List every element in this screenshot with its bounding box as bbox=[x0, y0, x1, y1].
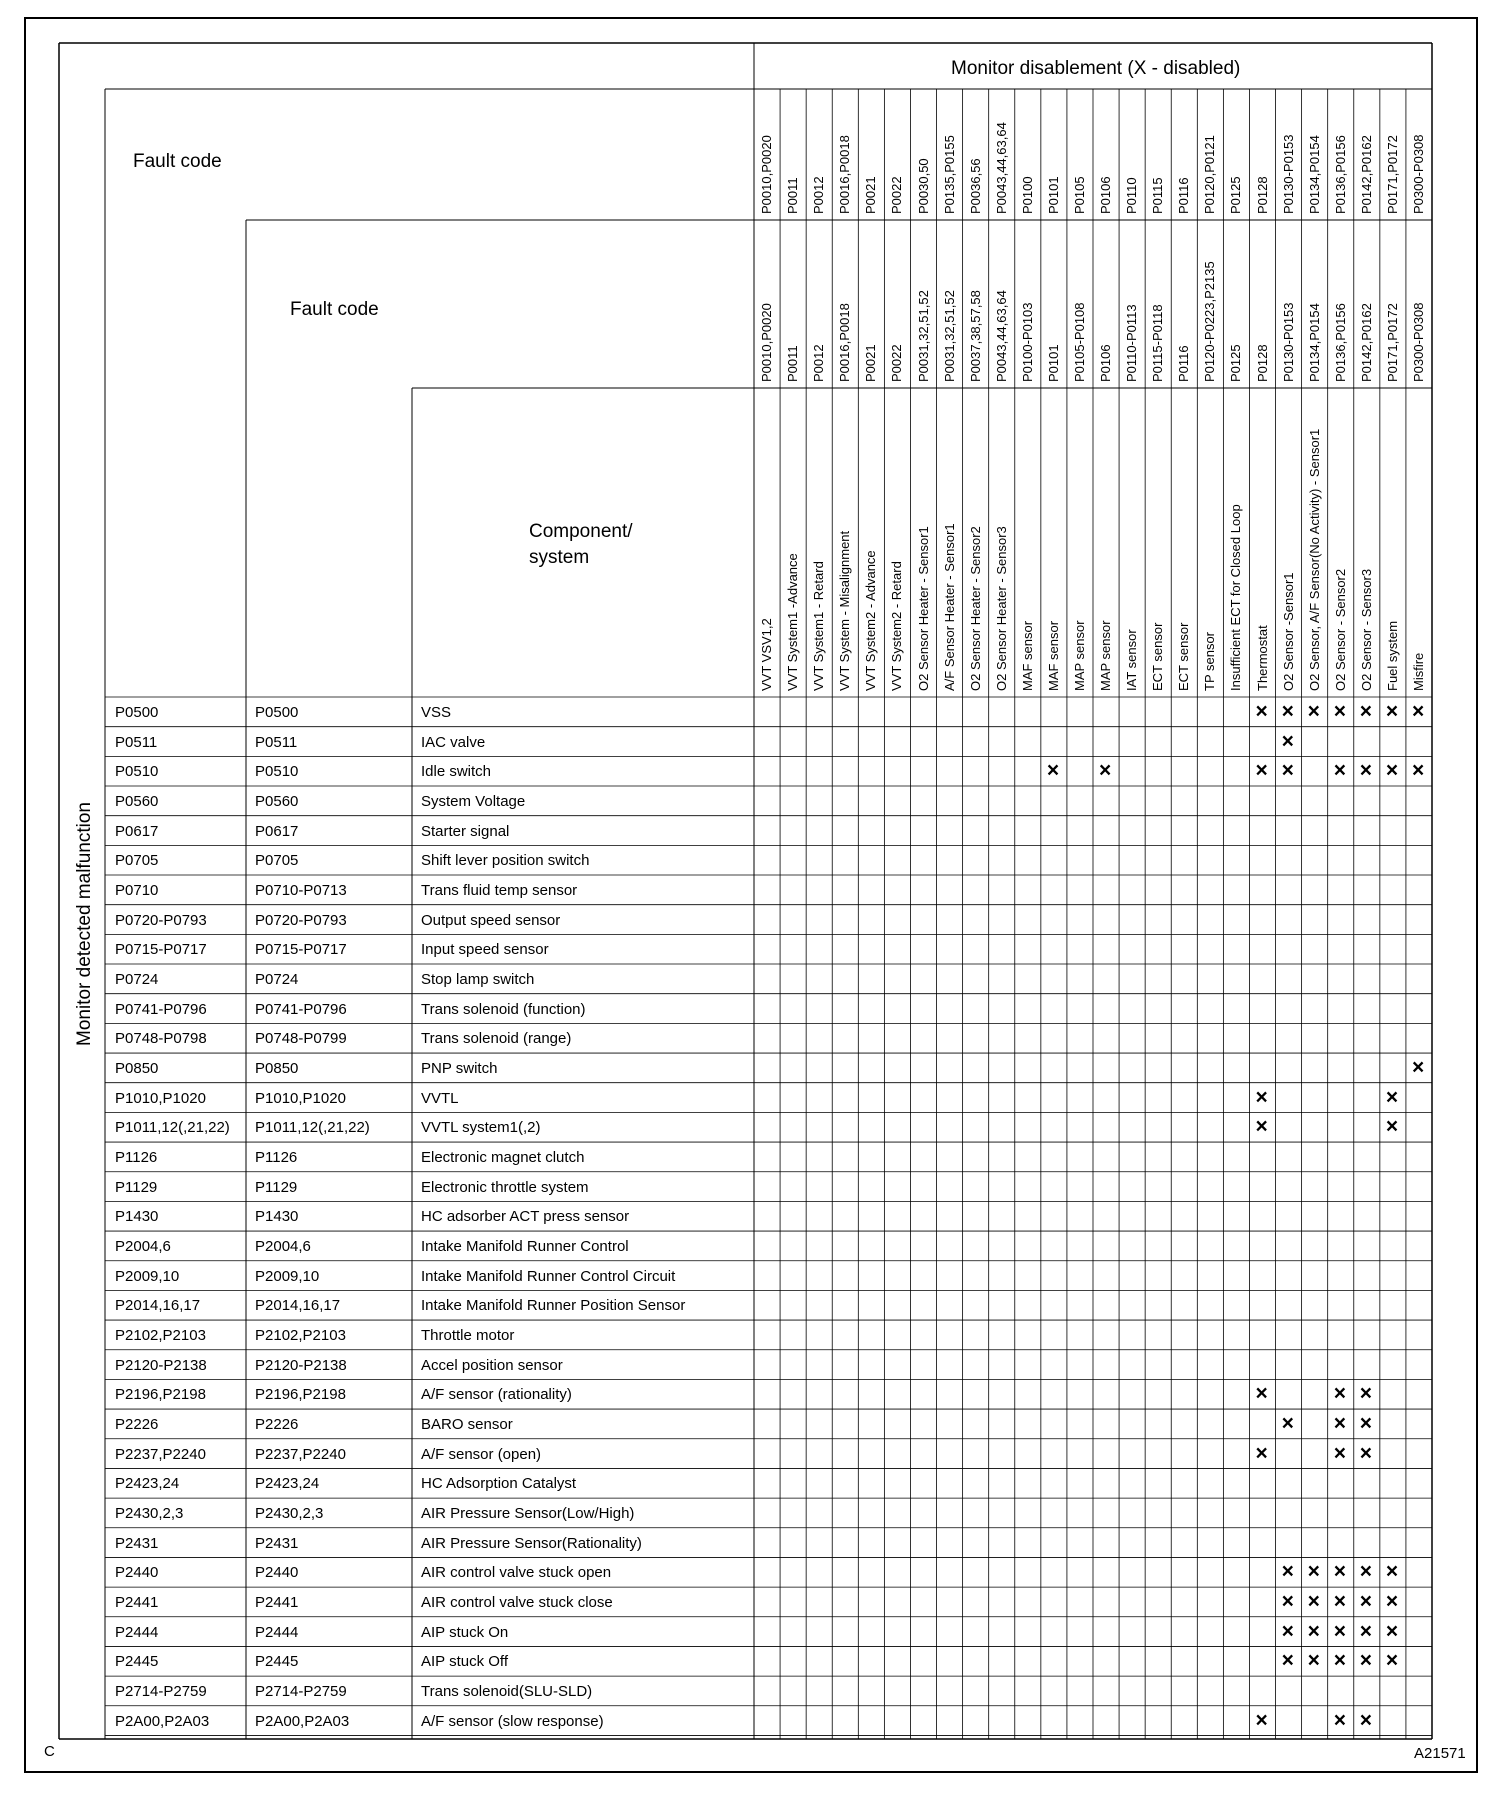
row-fault-code-2: P2102,P2103 bbox=[255, 1327, 346, 1345]
column-code-1: P0134,P0154 bbox=[1306, 135, 1322, 214]
column-code-2: P0115-P0118 bbox=[1150, 304, 1166, 382]
row-fault-code-1: P2423,24 bbox=[115, 1475, 180, 1493]
disabled-mark: × bbox=[1281, 1590, 1294, 1614]
column-code-1: P0120,P0121 bbox=[1202, 135, 1218, 214]
disabled-mark: × bbox=[1385, 1649, 1399, 1673]
column-code-1: P0300-P0308 bbox=[1410, 134, 1426, 214]
disabled-mark: × bbox=[1411, 700, 1425, 723]
row-fault-code-2: P2A00,P2A03 bbox=[255, 1712, 350, 1730]
row-fault-code-1: P0710 bbox=[115, 882, 159, 900]
row-component: A/F sensor (slow response) bbox=[421, 1712, 604, 1730]
row-fault-code-1: P2226 bbox=[115, 1416, 159, 1434]
monitor-disablement-title: Monitor disablement (X - disabled) bbox=[951, 58, 1241, 79]
column-code-1: P0130-P0153 bbox=[1280, 134, 1296, 214]
column-code-1: P0036,56 bbox=[967, 158, 983, 214]
row-fault-code-1: P2431 bbox=[115, 1534, 159, 1552]
column-code-2: P0110-P0113 bbox=[1124, 304, 1140, 382]
column-component: O2 Sensor -Sensor1 bbox=[1280, 572, 1296, 691]
column-component: Insufficient ECT for Closed Loop bbox=[1228, 504, 1244, 691]
row-fault-code-1: P2714-P2759 bbox=[115, 1683, 207, 1701]
column-component: Fuel system bbox=[1384, 620, 1400, 691]
row-component: Intake Manifold Runner Control Circuit bbox=[421, 1267, 676, 1285]
column-code-2: P0011 bbox=[785, 345, 801, 382]
column-code-1: P0142,P0162 bbox=[1358, 135, 1374, 214]
column-code-1: P0012 bbox=[811, 176, 827, 214]
row-fault-code-1: P1129 bbox=[115, 1178, 158, 1196]
row-component: AIP stuck Off bbox=[421, 1653, 508, 1671]
column-code-1: P0100 bbox=[1019, 176, 1035, 214]
disabled-mark: × bbox=[1281, 1560, 1294, 1584]
row-component: Intake Manifold Runner Position Sensor bbox=[421, 1297, 686, 1315]
row-component: Starter signal bbox=[421, 822, 510, 840]
column-component: MAF sensor bbox=[1045, 620, 1061, 691]
disabled-mark: × bbox=[1411, 1056, 1425, 1080]
disabled-mark: × bbox=[1359, 1649, 1373, 1673]
column-component: TP sensor bbox=[1202, 631, 1218, 691]
row-fault-code-2: P2196,P2198 bbox=[255, 1386, 346, 1404]
row-component: Intake Manifold Runner Control bbox=[421, 1238, 629, 1256]
column-code-1: P0128 bbox=[1254, 176, 1270, 214]
disabled-mark: × bbox=[1385, 1115, 1399, 1139]
row-fault-code-1: P1126 bbox=[115, 1149, 158, 1167]
row-component: AIR control valve stuck close bbox=[421, 1594, 613, 1612]
row-fault-code-1: P0724 bbox=[115, 971, 159, 989]
row-component: Electronic magnet clutch bbox=[421, 1149, 585, 1167]
corner-left-label: C bbox=[44, 1743, 55, 1760]
row-fault-code-1: P1010,P1020 bbox=[115, 1089, 206, 1107]
row-fault-code-2: P2004,6 bbox=[255, 1238, 311, 1256]
row-fault-code-1: P2444 bbox=[115, 1623, 159, 1641]
column-code-1: P0022 bbox=[889, 176, 905, 214]
disabled-mark: × bbox=[1046, 759, 1060, 783]
column-code-2: P0300-P0308 bbox=[1410, 302, 1426, 382]
column-code-2: P0031,32,51,52 bbox=[915, 290, 931, 382]
column-code-1: P0016,P0018 bbox=[837, 135, 853, 214]
column-code-1: P0043,44,63,64 bbox=[993, 122, 1009, 214]
disabled-mark: × bbox=[1255, 700, 1268, 723]
column-code-2: P0021 bbox=[863, 344, 879, 382]
row-component: A/F sensor (open) bbox=[421, 1445, 542, 1463]
row-fault-code-2: P2714-P2759 bbox=[255, 1683, 347, 1701]
disabled-mark: × bbox=[1281, 1649, 1294, 1673]
row-component: PNP switch bbox=[421, 1060, 498, 1078]
disabled-mark: × bbox=[1333, 1590, 1346, 1614]
row-component: Stop lamp switch bbox=[421, 971, 535, 989]
row-component: Output speed sensor bbox=[421, 911, 561, 929]
column-code-1: P0010,P0020 bbox=[759, 135, 775, 214]
disabled-mark: × bbox=[1333, 1382, 1346, 1406]
disabled-mark: × bbox=[1333, 1441, 1346, 1465]
row-fault-code-2: P0500 bbox=[255, 704, 299, 721]
row-fault-code-2: P1126 bbox=[255, 1149, 298, 1167]
column-code-2: P0010,P0020 bbox=[759, 303, 775, 382]
row-fault-code-2: P0705 bbox=[255, 852, 299, 870]
column-code-2: P0120-P0223,P2135 bbox=[1202, 261, 1218, 382]
row-component: Idle switch bbox=[421, 763, 492, 781]
disabled-mark: × bbox=[1385, 1619, 1399, 1643]
row-fault-code-1: P2441 bbox=[115, 1594, 159, 1612]
row-component: Trans solenoid (range) bbox=[421, 1030, 572, 1048]
disabled-mark: × bbox=[1359, 700, 1373, 723]
row-component: Accel position sensor bbox=[421, 1356, 563, 1374]
disabled-mark: × bbox=[1359, 1382, 1373, 1406]
column-component: VVT System2 - Retard bbox=[889, 561, 905, 691]
column-component: O2 Sensor - Sensor2 bbox=[1332, 568, 1348, 691]
column-component: VVT System1 -Advance bbox=[785, 553, 801, 691]
row-fault-code-2: P2430,2,3 bbox=[255, 1505, 324, 1523]
column-component: VVT System - Misalignment bbox=[837, 530, 853, 691]
disabled-mark: × bbox=[1281, 700, 1294, 723]
disabled-mark: × bbox=[1307, 1619, 1320, 1643]
row-fault-code-1: P2014,16,17 bbox=[115, 1297, 201, 1315]
row-fault-code-1: P0748-P0798 bbox=[115, 1030, 207, 1048]
row-fault-code-1: P2120-P2138 bbox=[115, 1356, 207, 1374]
disabled-mark: × bbox=[1281, 1412, 1294, 1436]
row-fault-code-2: P0720-P0793 bbox=[255, 911, 347, 929]
row-fault-code-2: P2009,10 bbox=[255, 1267, 320, 1285]
row-fault-code-2: P2423,24 bbox=[255, 1475, 320, 1493]
row-fault-code-2: P0511 bbox=[255, 733, 298, 751]
row-component: AIR Pressure Sensor(Rationality) bbox=[421, 1534, 642, 1552]
disabled-mark: × bbox=[1333, 700, 1346, 723]
row-component: Electronic throttle system bbox=[421, 1178, 589, 1196]
row-fault-code-1: P2004,6 bbox=[115, 1238, 171, 1256]
row-component: Shift lever position switch bbox=[421, 852, 590, 870]
row-fault-code-1: P0510 bbox=[115, 763, 159, 781]
disabled-mark: × bbox=[1307, 1590, 1320, 1614]
row-component: AIR control valve stuck open bbox=[421, 1564, 612, 1582]
column-code-1: P0106 bbox=[1098, 176, 1114, 214]
row-component: HC adsorber ACT press sensor bbox=[421, 1208, 630, 1226]
column-code-2: P0012 bbox=[811, 344, 827, 382]
row-fault-code-1: P0720-P0793 bbox=[115, 911, 207, 929]
column-component: ECT sensor bbox=[1150, 622, 1166, 691]
column-code-1: P0135,P0155 bbox=[941, 135, 957, 214]
disabled-mark: × bbox=[1099, 759, 1112, 783]
row-fault-code-1: P0511 bbox=[115, 733, 158, 751]
figure-id-label: A21571 bbox=[1414, 1745, 1466, 1762]
row-fault-code-1: P0715-P0717 bbox=[115, 941, 207, 959]
disabled-mark: × bbox=[1359, 1619, 1373, 1643]
column-component: O2 Sensor Heater - Sensor2 bbox=[967, 526, 983, 691]
disabled-mark: × bbox=[1255, 1115, 1268, 1139]
column-component: O2 Sensor Heater - Sensor1 bbox=[915, 526, 931, 691]
column-code-2: P0101 bbox=[1045, 344, 1061, 382]
row-fault-code-2: P2014,16,17 bbox=[255, 1297, 341, 1315]
disabled-mark: × bbox=[1307, 700, 1320, 723]
row-fault-code-2: P1010,P1020 bbox=[255, 1089, 346, 1107]
column-component: O2 Sensor, A/F Sensor(No Activity) - Sensor1 bbox=[1306, 428, 1322, 691]
disabled-mark: × bbox=[1333, 1649, 1346, 1673]
row-fault-code-2: P1430 bbox=[255, 1208, 299, 1226]
row-fault-code-1: P2445 bbox=[115, 1653, 159, 1671]
column-component: VVT System1 - Retard bbox=[811, 561, 827, 691]
row-fault-code-1: P0705 bbox=[115, 852, 159, 870]
row-fault-code-2: P0715-P0717 bbox=[255, 941, 347, 959]
row-component: Throttle motor bbox=[421, 1327, 515, 1345]
row-component: Trans solenoid(SLU-SLD) bbox=[421, 1683, 593, 1701]
disabled-mark: × bbox=[1359, 1412, 1373, 1436]
row-fault-code-1: P0560 bbox=[115, 793, 159, 810]
disabled-mark: × bbox=[1255, 1708, 1268, 1732]
column-code-2: P0134,P0154 bbox=[1306, 303, 1322, 382]
row-component: AIP stuck On bbox=[421, 1623, 509, 1641]
row-fault-code-2: P0850 bbox=[255, 1060, 299, 1078]
row-fault-code-1: P0617 bbox=[115, 822, 159, 840]
column-code-2: P0142,P0162 bbox=[1358, 303, 1374, 382]
row-fault-code-2: P2445 bbox=[255, 1653, 299, 1671]
row-fault-code-1: P2196,P2198 bbox=[115, 1386, 206, 1404]
disabled-mark: × bbox=[1255, 1441, 1268, 1465]
column-component: IAT sensor bbox=[1124, 629, 1140, 691]
disabled-mark: × bbox=[1385, 700, 1399, 723]
row-fault-code-1: P0500 bbox=[115, 704, 159, 721]
row-fault-code-2: P0741-P0796 bbox=[255, 1000, 347, 1018]
column-code-1: P0101 bbox=[1045, 176, 1061, 214]
column-component: Thermostat bbox=[1254, 625, 1270, 691]
column-component: ECT sensor bbox=[1176, 622, 1192, 691]
row-fault-code-2: P0748-P0799 bbox=[255, 1030, 347, 1048]
row-component: VVTL system1(,2) bbox=[421, 1119, 541, 1137]
column-code-2: P0171,P0172 bbox=[1384, 303, 1400, 382]
row-fault-code-2: P0724 bbox=[255, 971, 299, 989]
row-fault-code-1: P2102,P2103 bbox=[115, 1327, 206, 1345]
disabled-mark: × bbox=[1359, 1560, 1373, 1584]
row-component: IAC valve bbox=[421, 733, 486, 751]
column-code-1: P0105 bbox=[1071, 176, 1087, 214]
component-label-line1: Component/ bbox=[529, 521, 633, 542]
column-code-1: P0011 bbox=[785, 177, 801, 214]
column-code-1: P0110 bbox=[1124, 177, 1140, 214]
row-fault-code-2: P2226 bbox=[255, 1416, 299, 1434]
column-code-2: P0128 bbox=[1254, 344, 1270, 382]
row-fault-code-1: P1011,12(,21,22) bbox=[115, 1119, 230, 1137]
row-fault-code-2: P1129 bbox=[255, 1178, 298, 1196]
row-fault-code-1: P2237,P2240 bbox=[115, 1445, 206, 1463]
column-code-2: P0125 bbox=[1228, 344, 1244, 382]
monitor-detected-malfunction-label: Monitor detected malfunction bbox=[74, 802, 95, 1046]
row-fault-code-2: P2431 bbox=[255, 1534, 299, 1552]
row-component: A/F sensor (rationality) bbox=[421, 1386, 572, 1404]
disabled-mark: × bbox=[1307, 1649, 1320, 1673]
fault-code-mid-label: Fault code bbox=[290, 299, 379, 320]
column-code-1: P0030,50 bbox=[915, 158, 931, 214]
disabled-mark: × bbox=[1411, 759, 1425, 783]
row-fault-code-2: P1011,12(,21,22) bbox=[255, 1119, 370, 1137]
column-code-1: P0125 bbox=[1228, 176, 1244, 214]
disabled-mark: × bbox=[1359, 759, 1373, 783]
row-component: System Voltage bbox=[421, 793, 526, 810]
row-fault-code-1: P0850 bbox=[115, 1060, 159, 1078]
row-fault-code-2: P2444 bbox=[255, 1623, 299, 1641]
column-component: VVT System2 - Advance bbox=[863, 550, 879, 691]
disabled-mark: × bbox=[1307, 1560, 1320, 1584]
disabled-mark: × bbox=[1385, 759, 1399, 783]
column-code-1: P0116 bbox=[1176, 177, 1192, 214]
disabled-mark: × bbox=[1385, 1590, 1399, 1614]
disabled-mark: × bbox=[1255, 1382, 1268, 1406]
column-component: A/F Sensor Heater - Sensor1 bbox=[941, 523, 957, 691]
column-component: VVT VSV1,2 bbox=[759, 618, 775, 691]
row-component: Trans fluid temp sensor bbox=[421, 882, 578, 900]
column-component: MAP sensor bbox=[1098, 620, 1114, 691]
row-fault-code-1: P0741-P0796 bbox=[115, 1000, 207, 1018]
row-component: AIR Pressure Sensor(Low/High) bbox=[421, 1505, 635, 1523]
column-code-1: P0115 bbox=[1150, 177, 1166, 214]
row-fault-code-2: P2440 bbox=[255, 1564, 299, 1582]
row-fault-code-1: P1430 bbox=[115, 1208, 159, 1226]
row-component: VSS bbox=[421, 704, 452, 721]
column-code-2: P0105-P0108 bbox=[1071, 302, 1087, 382]
column-code-1: P0021 bbox=[863, 176, 879, 214]
disabled-mark: × bbox=[1385, 1085, 1399, 1109]
disabled-mark: × bbox=[1255, 1085, 1268, 1109]
disabled-mark: × bbox=[1333, 1708, 1346, 1732]
row-fault-code-1: P2A00,P2A03 bbox=[115, 1712, 210, 1730]
disabled-mark: × bbox=[1359, 1590, 1373, 1614]
row-component: Trans solenoid (function) bbox=[421, 1000, 586, 1018]
row-fault-code-2: P0617 bbox=[255, 822, 299, 840]
column-component: O2 Sensor Heater - Sensor3 bbox=[993, 526, 1009, 691]
fault-code-top-label: Fault code bbox=[133, 151, 222, 172]
row-fault-code-1: P2430,2,3 bbox=[115, 1505, 184, 1523]
row-component: VVTL bbox=[421, 1089, 459, 1107]
row-fault-code-2: P0510 bbox=[255, 763, 299, 781]
disabled-mark: × bbox=[1385, 1560, 1399, 1584]
column-code-2: P0100-P0103 bbox=[1019, 302, 1035, 382]
disabled-mark: × bbox=[1333, 1412, 1346, 1436]
column-code-1: P0136,P0156 bbox=[1332, 135, 1348, 214]
column-code-2: P0031,32,51,52 bbox=[941, 290, 957, 382]
disabled-mark: × bbox=[1255, 759, 1268, 783]
row-component: HC Adsorption Catalyst bbox=[421, 1475, 577, 1493]
row-fault-code-1: P2440 bbox=[115, 1564, 159, 1582]
disabled-mark: × bbox=[1333, 1619, 1346, 1643]
row-fault-code-2: P0710-P0713 bbox=[255, 882, 347, 900]
column-component: Misfire bbox=[1410, 652, 1426, 691]
disabled-mark: × bbox=[1281, 1619, 1294, 1643]
column-component: MAP sensor bbox=[1071, 620, 1087, 691]
column-code-2: P0016,P0018 bbox=[837, 303, 853, 382]
disabled-mark: × bbox=[1333, 1560, 1346, 1584]
disabled-mark: × bbox=[1281, 729, 1294, 753]
column-code-2: P0106 bbox=[1098, 344, 1114, 382]
component-label-line2: system bbox=[529, 547, 590, 568]
row-component: Input speed sensor bbox=[421, 941, 549, 959]
column-component: O2 Sensor - Sensor3 bbox=[1358, 568, 1374, 691]
column-code-2: P0037,38,57,58 bbox=[967, 290, 983, 382]
disabled-mark: × bbox=[1359, 1441, 1373, 1465]
row-component: BARO sensor bbox=[421, 1416, 513, 1434]
column-code-1: P0171,P0172 bbox=[1384, 135, 1400, 214]
column-code-2: P0043,44,63,64 bbox=[993, 290, 1009, 382]
column-code-2: P0116 bbox=[1176, 345, 1192, 382]
column-code-2: P0136,P0156 bbox=[1332, 303, 1348, 382]
row-fault-code-2: P0560 bbox=[255, 793, 299, 810]
row-fault-code-1: P2009,10 bbox=[115, 1267, 180, 1285]
column-code-2: P0130-P0153 bbox=[1280, 302, 1296, 382]
column-code-2: P0022 bbox=[889, 344, 905, 382]
row-fault-code-2: P2441 bbox=[255, 1594, 299, 1612]
disabled-mark: × bbox=[1333, 759, 1346, 783]
row-fault-code-2: P2237,P2240 bbox=[255, 1445, 346, 1463]
column-component: MAF sensor bbox=[1019, 620, 1035, 691]
disabled-mark: × bbox=[1281, 759, 1294, 783]
disabled-mark: × bbox=[1359, 1708, 1373, 1732]
row-fault-code-2: P2120-P2138 bbox=[255, 1356, 347, 1374]
